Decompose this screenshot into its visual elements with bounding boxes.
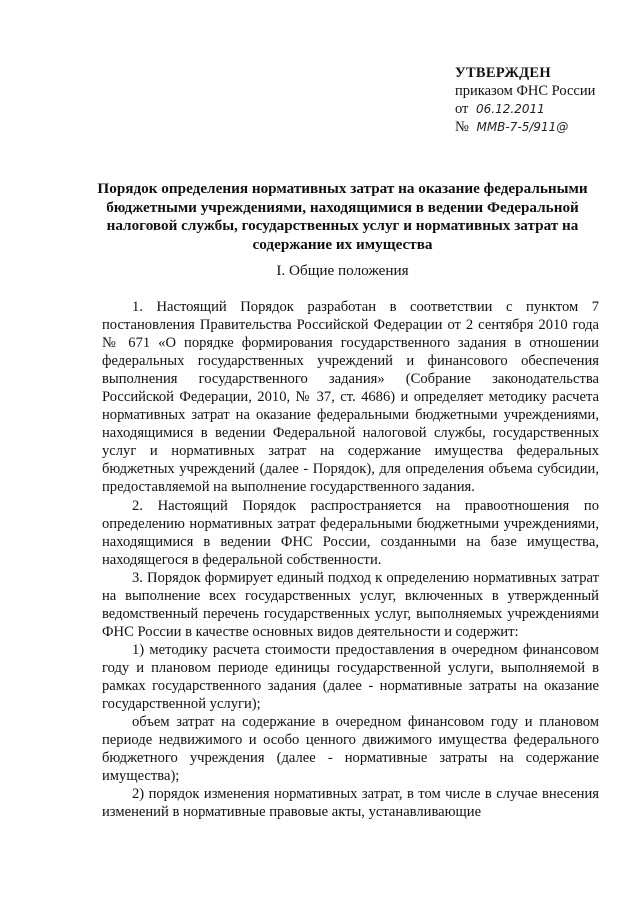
approval-word: УТВЕРЖДЕН: [455, 65, 551, 81]
paragraph-3-item-2: 2) порядок изменения нормативных затрат, в том числе в случае внесения изменений в нормативные правовые акты, устанавливающие: [102, 786, 599, 821]
paragraph-3-item-1-cont: объем затрат на содержание в очередном финансовом году и плановом периоде недвижимого и особо ценного движимого имущества федерального бюджетного учреждения (далее - нормативные затраты на содержание имущества);: [102, 714, 599, 785]
approval-number-line: [455, 118, 595, 136]
paragraph-1: 1. Настоящий Порядок разработан в соответствии с пунктом 7 постановления Правительства Российской Федерации от 2 сентября 2010 года № 671 «О порядке формирования государственного задания в отношении федеральных государственных учреждений и финансового обеспечения выполнения государственного задания» (Собрание законодательства Российской Федерации, 2010, № 37, ст. 4686) и определяет методику расчета нормативных затрат на оказание федеральными бюджетными учреждениями, находящимися в ведении Федеральной налоговой службы, государственных услуг и нормативных затрат на содержание имущества федеральных бюджетных учреждений (далее - Порядок), для определения объема субсидии, предоставляемой на выполнение государственного задания.: [102, 299, 599, 496]
approval-number-handwritten: ММВ-7-5/911@: [476, 120, 569, 134]
approval-order-line: приказом ФНС России: [455, 83, 596, 99]
paragraph-3: 3. Порядок формирует единый подход к определению нормативных затрат на выполнение всех государственных услуг, включенных в утвержденный ведомственный перечень государственных услуг, выполняемых учреждениями ФНС России в качестве основных видов деятельности и содержит:: [102, 569, 599, 640]
document-body: [102, 298, 599, 821]
approval-number-prefix: №: [455, 119, 469, 135]
document-title: Порядок определения нормативных затрат на оказание федеральными бюджетными учреждениями, находящимися в ведении Федеральной налоговой службы, государственных услуг и нормативных затрат на содержание их имущества: [97, 180, 588, 253]
approval-date-line: [455, 100, 595, 118]
approval-date-prefix: от: [455, 101, 469, 117]
approval-stamp: [455, 64, 595, 136]
section-heading: I. Общие положения: [276, 262, 409, 279]
approval-date-handwritten: 06.12.2011: [476, 102, 545, 116]
paragraph-3-item-1: 1) методику расчета стоимости предоставления в очередном финансовом году и плановом периоде единицы государственной услуги, выполняемой в рамках государственного задания (далее - нормативные затраты на оказание государственной услуги);: [102, 641, 599, 713]
paragraph-2: 2. Настоящий Порядок распространяется на правоотношения по определению нормативных затрат федеральными бюджетными учреждениями, находящимися в ведении ФНС России, созданными на базе имущества, находящегося в федеральной собственности.: [102, 497, 599, 568]
